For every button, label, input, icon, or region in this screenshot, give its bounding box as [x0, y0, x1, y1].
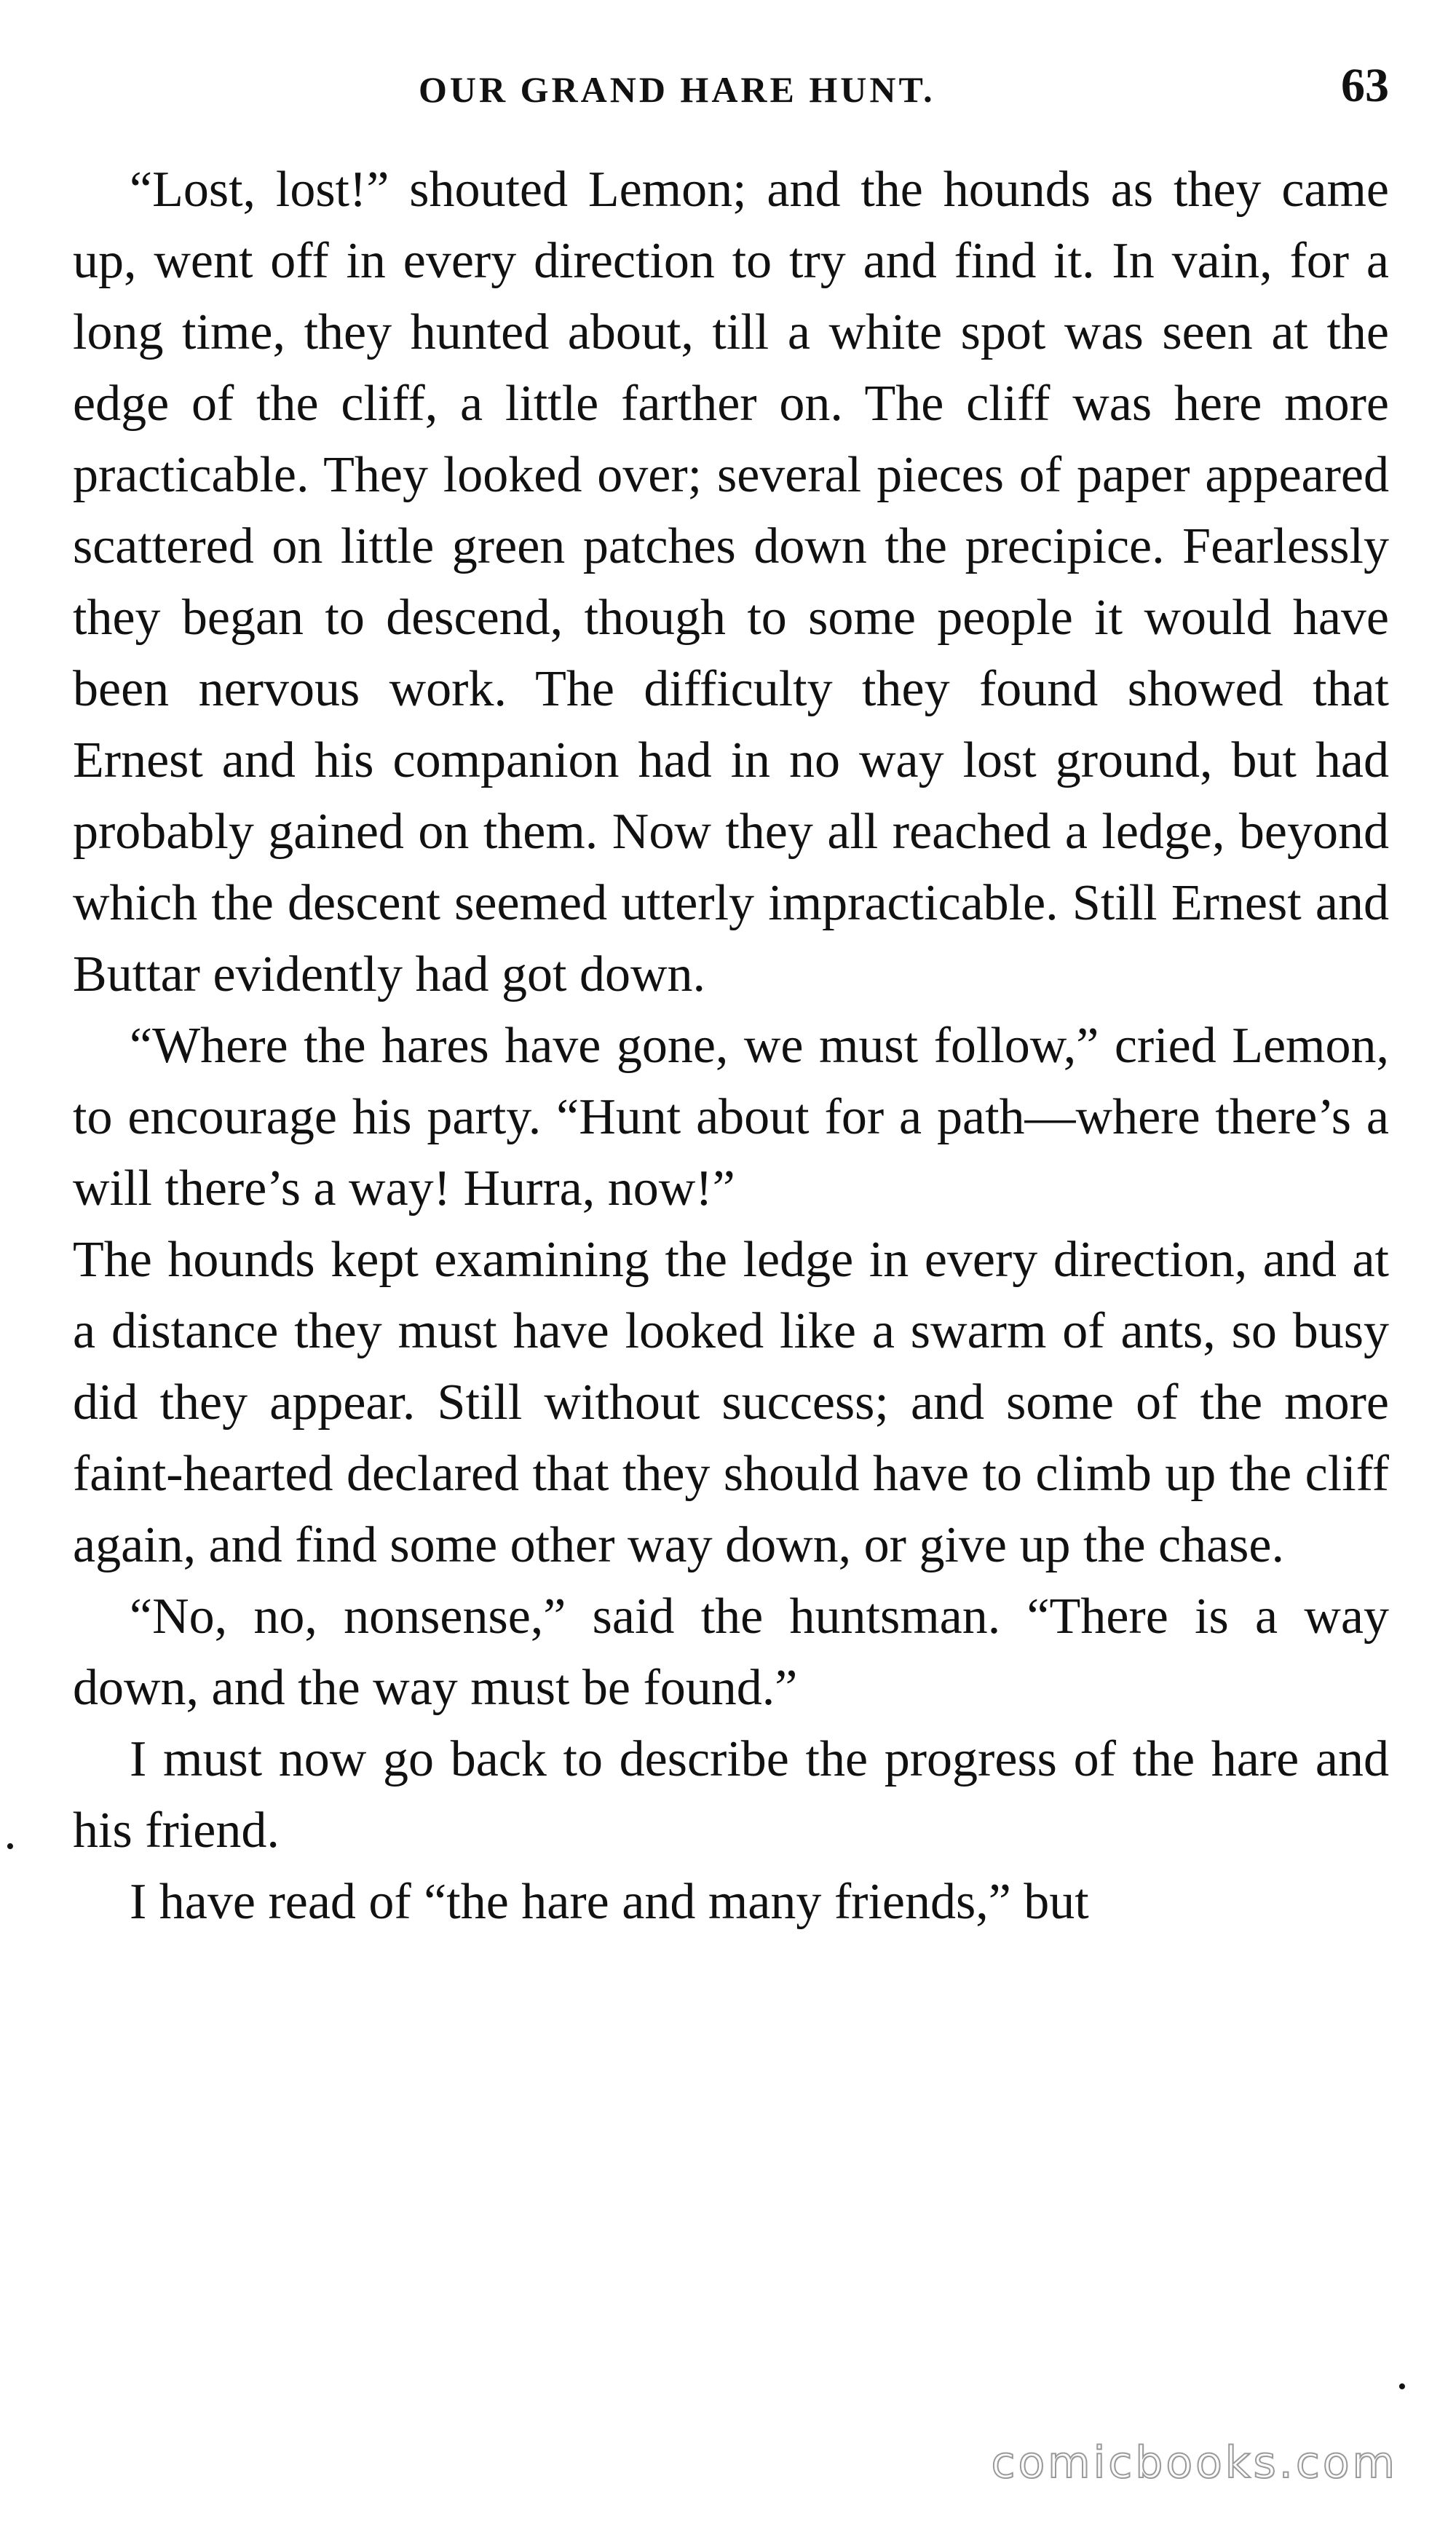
page-number: 63: [1341, 59, 1389, 112]
paragraph-1: “Lost, lost!” shouted Lemon; and the hounds as they came up, went off in every direction to try and find it. In vain, for a long time, they hunted about, till a white spot was seen at the edge of the cliff, a little farther on. The cliff was here more practicable. They looked over; several pieces of paper appeared scattered on little green patches down the precipice. Fearlessly they began to descend, though to some people it would have been nervous work. The difficulty they found showed that Ernest and his companion had in no way lost ground, but had probably gained on them. Now they all reached a ledge, beyond which the descent seemed utterly impracticable. Still Ernest and Buttar evidently had got down.: [73, 162, 1389, 1002]
paragraph-3: The hounds kept examining the ledge in every direction, and at a distance they must have looked like a swarm of ants, so busy did they appear. Still without success; and some of the more faint-hearted declared that they should have to climb up the cliff again, and find some other way down, or give up the chase.: [73, 1232, 1389, 1573]
running-title: OUR GRAND HARE HUNT.: [419, 69, 935, 110]
paragraph-6: I have read of “the hare and many friends,” but: [130, 1874, 1089, 1930]
paragraph-2: “Where the hares have gone, we must follow,” cried Lemon, to encourage his party. “Hunt about for a path—where there’s a will there’s a way! Hurra, now!”: [73, 1018, 1389, 1216]
margin-mark: •: [6, 1833, 15, 1860]
margin-mark: •: [1398, 2373, 1406, 2400]
paragraph-4: “No, no, nonsense,” said the huntsman. “There is a way down, and the way must be found.”: [73, 1589, 1389, 1716]
paragraph-5: I must now go back to describe the progress of the hare and his friend.: [73, 1731, 1389, 1859]
running-header: [0, 58, 1456, 131]
body-text: [73, 154, 1389, 1938]
watermark: comicbooks.com: [991, 2437, 1398, 2488]
